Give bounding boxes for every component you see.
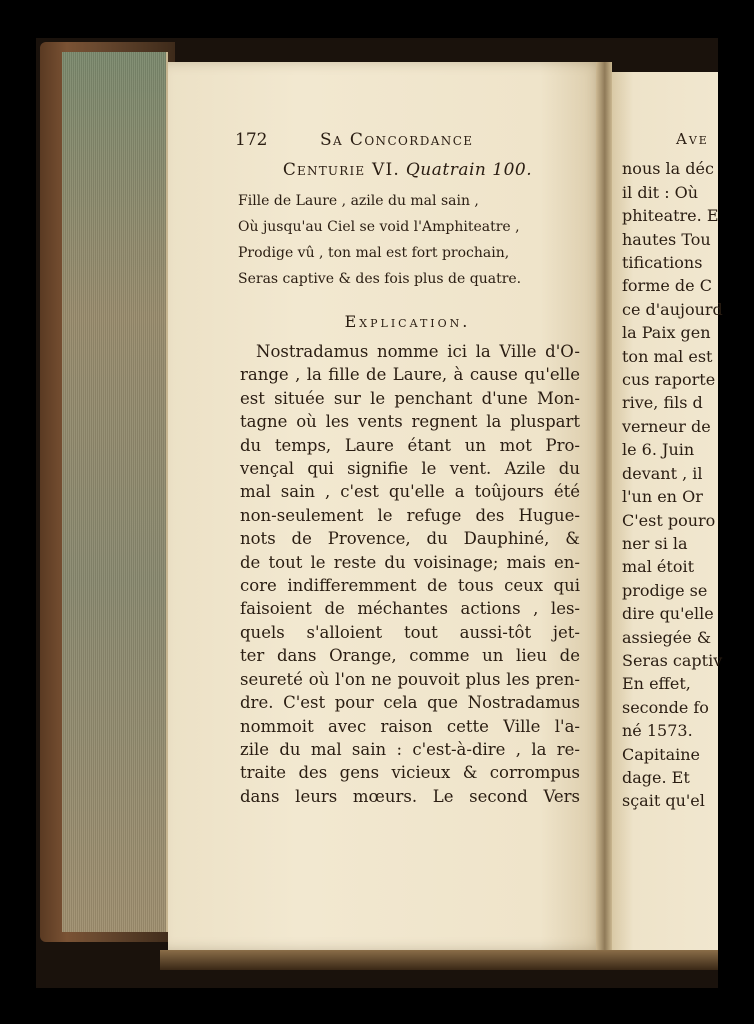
body-line: ter dans Orange, comme un lieu de <box>240 646 580 666</box>
right-line: l'un en Or <box>622 487 703 507</box>
body-line: de tout le reste du voisinage; mais en- <box>240 552 580 572</box>
right-running-head: Ave <box>676 130 709 148</box>
book-gutter <box>596 62 612 950</box>
body-line: core indifferemment de tous ceux qui <box>240 576 580 596</box>
running-head: Sa Concordance <box>320 130 474 150</box>
book-bottom-edge <box>160 950 718 970</box>
quatrain-line: Seras captive & des fois plus de quatre. <box>238 271 522 287</box>
right-line: forme de C <box>622 276 712 296</box>
right-line: le 6. Juin <box>622 440 695 460</box>
body-line: nommoit avec raison cette Ville l'a- <box>240 716 580 736</box>
body-line: mal sain , c'est qu'elle a toûjours été <box>240 482 580 502</box>
right-line: Capitaine <box>622 744 700 764</box>
right-line: ce d'aujourd <box>622 299 723 319</box>
page-edges <box>62 52 168 932</box>
quatrain-line: Où jusqu'au Ciel se void l'Amphiteatre , <box>238 219 520 235</box>
right-line: prodige se <box>622 580 708 600</box>
right-line: la Paix gen <box>622 323 711 343</box>
body-line: tagne où les vents regnent la pluspart <box>240 412 580 432</box>
body-line: seureté où l'on ne pouvoit plus les pren- <box>240 669 580 689</box>
section-title: Explication. <box>344 312 471 331</box>
right-line: En effet, <box>622 674 691 694</box>
quatrain-line: Fille de Laure , azile du mal sain , <box>238 193 479 209</box>
right-line: sçait qu'el <box>622 791 705 811</box>
body-line: dre. C'est pour cela que Nostradamus <box>240 693 580 713</box>
right-line: devant , il <box>622 463 703 483</box>
body-line: zile du mal sain : c'est-à-dire , la re- <box>240 739 580 759</box>
right-line: dire qu'elle <box>622 604 714 624</box>
body-line: nots de Provence, du Dauphiné, & <box>240 529 580 549</box>
page-header <box>235 130 580 152</box>
body-line: traite des gens vicieux & corrompus <box>240 763 580 783</box>
page-number: 172 <box>235 130 268 150</box>
right-line: tifications <box>622 253 703 273</box>
right-line: Seras captiv <box>622 650 723 670</box>
right-line: il dit : Où <box>622 182 699 202</box>
right-page-text <box>622 128 722 813</box>
body-line: Nostradamus nomme ici la Ville d'O- <box>256 342 580 361</box>
right-line: dage. Et <box>622 767 690 787</box>
body-line: dans leurs mœurs. Le second Vers <box>240 786 580 806</box>
quatrain-verse <box>238 188 583 292</box>
right-line: phiteatre. E <box>622 206 719 226</box>
body-text <box>240 340 580 808</box>
right-line: ton mal est <box>622 346 713 366</box>
body-line: quels s'alloient tout aussi-tôt jet- <box>240 622 580 642</box>
centurie-label: Centurie VI. <box>282 160 400 180</box>
right-line: assiegée & <box>622 627 712 647</box>
right-line: mal étoit <box>622 557 694 577</box>
right-line: cus raporte <box>622 370 716 390</box>
right-line: verneur de <box>622 416 711 436</box>
body-line: non-seulement le refuge des Hugue- <box>240 505 580 525</box>
right-line: né 1573. <box>622 721 693 741</box>
right-line: seconde fo <box>622 697 709 717</box>
right-line: rive, fils d <box>622 393 703 413</box>
right-line: C'est pouro <box>622 510 716 530</box>
right-line: nous la déc <box>622 159 714 179</box>
quatrain-line: Prodige vû , ton mal est fort prochain, <box>238 245 510 261</box>
body-line: range , la fille de Laure, à cause qu'elle <box>240 365 580 385</box>
body-line: est située sur le penchant d'une Mon- <box>240 388 580 408</box>
centurie-heading <box>235 160 580 180</box>
body-line: du temps, Laure étant un mot Pro- <box>240 435 580 455</box>
right-line: hautes Tou <box>622 229 711 249</box>
right-line: ner si la <box>622 533 688 553</box>
quatrain-label: Quatrain 100. <box>405 160 533 180</box>
body-line: faisoient de méchantes actions , les- <box>240 599 580 619</box>
body-line: vençal qui signifie le vent. Azile du <box>240 459 580 479</box>
